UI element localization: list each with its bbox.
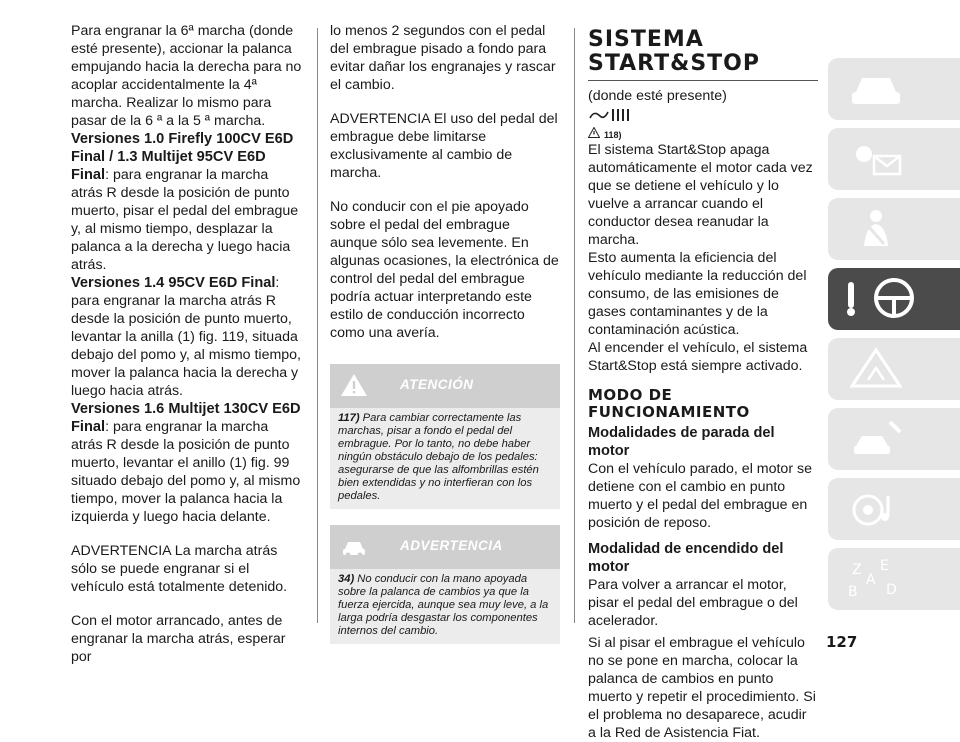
wrench-car-icon bbox=[846, 416, 906, 460]
tab-index[interactable] bbox=[828, 548, 960, 610]
column-3 bbox=[588, 28, 818, 742]
attention-box bbox=[330, 364, 560, 509]
multimedia-icon bbox=[846, 486, 906, 530]
svg-text:D: D bbox=[886, 582, 897, 598]
warning-triangle-icon bbox=[588, 127, 600, 138]
car-icon bbox=[846, 66, 906, 110]
section-subtitle: (donde esté presente) bbox=[588, 88, 727, 104]
subsection-title-line1: MODO DE bbox=[588, 386, 673, 404]
heading-stop-modes: Modalidades de parada del motor bbox=[588, 425, 775, 459]
version-heading: Versiones 1.6 Multijet 130CV E6D Final bbox=[71, 401, 301, 435]
svg-text:E: E bbox=[880, 558, 889, 574]
reference-line bbox=[588, 125, 818, 141]
version-heading: Versiones 1.4 95CV E6D Final bbox=[71, 275, 276, 291]
reference-number: 118) bbox=[604, 130, 622, 140]
version-text: : para engranar la marcha atrás R desde la posición de punto muerto, levantar la anilla (1) fig. 119, situada debajo del pomo y, al mismo tiempo, mover la palanca hacia la derecha y luego hacia atrás. bbox=[71, 275, 301, 399]
version-text: : para engranar la marcha atrás R desde la posición de punto muerto, levantar el anillo (1) fig. 99 situado debajo del pomo y, al mismo tiempo, mover la palanca hacia la izquierda y luego hacia delante. bbox=[71, 419, 301, 525]
tab-maintenance[interactable] bbox=[828, 408, 960, 470]
car-care-icon bbox=[340, 533, 368, 559]
attention-text: Para cambiar correctamente las marchas, pisar a fondo el pedal del embrague. Por lo tanto, no debe haber ningún obstáculo debajo de los pedales: asegurarse de que las alfombrillas estén bien extendidas y no interfieran con los pedales. bbox=[338, 412, 539, 502]
paragraph-clutch-warning: ADVERTENCIA El uso del pedal del embrague debe limitarse exclusivamente al cambio de marcha. bbox=[330, 111, 558, 181]
attention-box-header bbox=[330, 364, 560, 408]
tab-safety[interactable] bbox=[828, 198, 960, 260]
note-number: 117) bbox=[338, 412, 360, 424]
paragraph-clutch-wait: lo menos 2 segundos con el pedal del embrague pisado a fondo para evitar dañar los engranajes y rascar el cambio. bbox=[330, 23, 556, 93]
column-2 bbox=[330, 22, 560, 644]
paragraph-restart: Para volver a arrancar el motor, pisar el pedal del embrague o del acelerador. bbox=[588, 577, 798, 629]
start-stop-icon bbox=[588, 106, 632, 124]
attention-box-body bbox=[330, 408, 560, 509]
attention-title: ATENCIÓN bbox=[400, 377, 474, 392]
warning-triangle-icon bbox=[846, 346, 906, 390]
advertencia-box-body bbox=[330, 569, 560, 644]
paragraph-restart-fail: Si al pisar el embrague el vehículo no se pone en marcha, colocar la palanca de cambios en punto muerto y repetir el procedimiento. Si el problema no desaparece, acudir a la Red de Asistencia Fiat. bbox=[588, 635, 816, 741]
column-divider bbox=[574, 28, 575, 623]
page-number: 127 bbox=[826, 633, 858, 651]
version-heading: Versiones 1.0 Firefly 100CV E6D Final / 1.3 Multijet 95CV E6D Final bbox=[71, 131, 294, 183]
paragraph-reverse-1-4 bbox=[71, 274, 303, 400]
section-title-line1: SISTEMA bbox=[588, 27, 704, 52]
tab-emergency[interactable] bbox=[828, 338, 960, 400]
paragraph-foot-on-clutch: No conducir con el pie apoyado sobre el pedal del embrague aunque sólo sea levemente. En algunas ocasiones, la electrónica de control del pedal del embrague podría actuar interpretando este estilo de conducción incorrecto como una avería. bbox=[330, 199, 559, 341]
tab-multimedia[interactable] bbox=[828, 478, 960, 540]
paragraph-efficiency: Esto aumenta la eficiencia del vehículo mediante la reducción del consumo, de las emisiones de gases contaminantes y de la contaminación acústica. bbox=[588, 250, 807, 338]
steering-wheel-key-icon bbox=[846, 276, 926, 320]
column-1 bbox=[71, 22, 303, 666]
title-rule bbox=[588, 80, 818, 81]
note-number: 34) bbox=[338, 573, 355, 585]
tab-starting-driving[interactable] bbox=[828, 268, 960, 330]
advertencia-title: ADVERTENCIA bbox=[400, 538, 503, 553]
paragraph-always-active: Al encender el vehículo, el sistema Start&Stop está siempre activado. bbox=[588, 340, 808, 374]
paragraph-start-stop-intro: El sistema Start&Stop apaga automáticamente el motor cada vez que se detiene el vehículo y lo vuelve a arrancar cuando el conductor desea reanudar la marcha. bbox=[588, 142, 813, 248]
advertencia-box-header bbox=[330, 525, 560, 569]
warning-triangle-icon bbox=[340, 372, 368, 398]
svg-text:B: B bbox=[848, 584, 858, 600]
alphabet-index-icon bbox=[846, 556, 906, 600]
seatbelt-airbag-icon bbox=[846, 206, 906, 250]
paragraph-stop-conditions: Con el vehículo parado, el motor se detiene con el cambio en punto muerto y el pedal del embrague en posición de reposo. bbox=[588, 461, 812, 531]
section-title-line2: START&STOP bbox=[588, 51, 760, 76]
heading-start-mode: Modalidad de encendido del motor bbox=[588, 541, 784, 575]
tab-vehicle[interactable] bbox=[828, 58, 960, 120]
paragraph-reverse-1-0 bbox=[71, 130, 303, 274]
tab-lights-messages[interactable] bbox=[828, 128, 960, 190]
advertencia-text: No conducir con la mano apoyada sobre la palanca de cambios ya que la fuerza ejercida, aunque sea muy leve, a la larga podría desgastar los componentes internos del cambio. bbox=[338, 573, 549, 637]
paragraph-engine-started: Con el motor arrancado, antes de engranar la marcha atrás, esperar por bbox=[71, 613, 286, 665]
paragraph-reverse-1-6 bbox=[71, 400, 303, 526]
advertencia-box bbox=[330, 525, 560, 644]
svg-text:Z: Z bbox=[852, 562, 862, 578]
column-divider bbox=[317, 28, 318, 623]
version-text: : para engranar la marcha atrás R desde la posición de punto muerto, pisar el pedal del embrague y, al mismo tiempo, desplazar la palanca a la derecha y luego hacia atrás. bbox=[71, 167, 299, 273]
start-stop-symbols bbox=[588, 105, 818, 125]
svg-text:A: A bbox=[866, 572, 876, 588]
chapter-tabs bbox=[828, 58, 960, 618]
paragraph-warning-reverse: ADVERTENCIA La marcha atrás sólo se puede engranar si el vehículo está totalmente detenido. bbox=[71, 543, 288, 595]
light-envelope-icon bbox=[846, 136, 906, 180]
paragraph-sixth-gear: Para engranar la 6ª marcha (donde esté presente), accionar la palanca empujando hacia la derecha para no acoplar accidentalmente la 4ª marcha. Realizar lo mismo para pasar de la 6 ª a la 5 ª marcha. bbox=[71, 23, 302, 129]
subsection-title-line2: FUNCIONAMIENTO bbox=[588, 403, 750, 421]
